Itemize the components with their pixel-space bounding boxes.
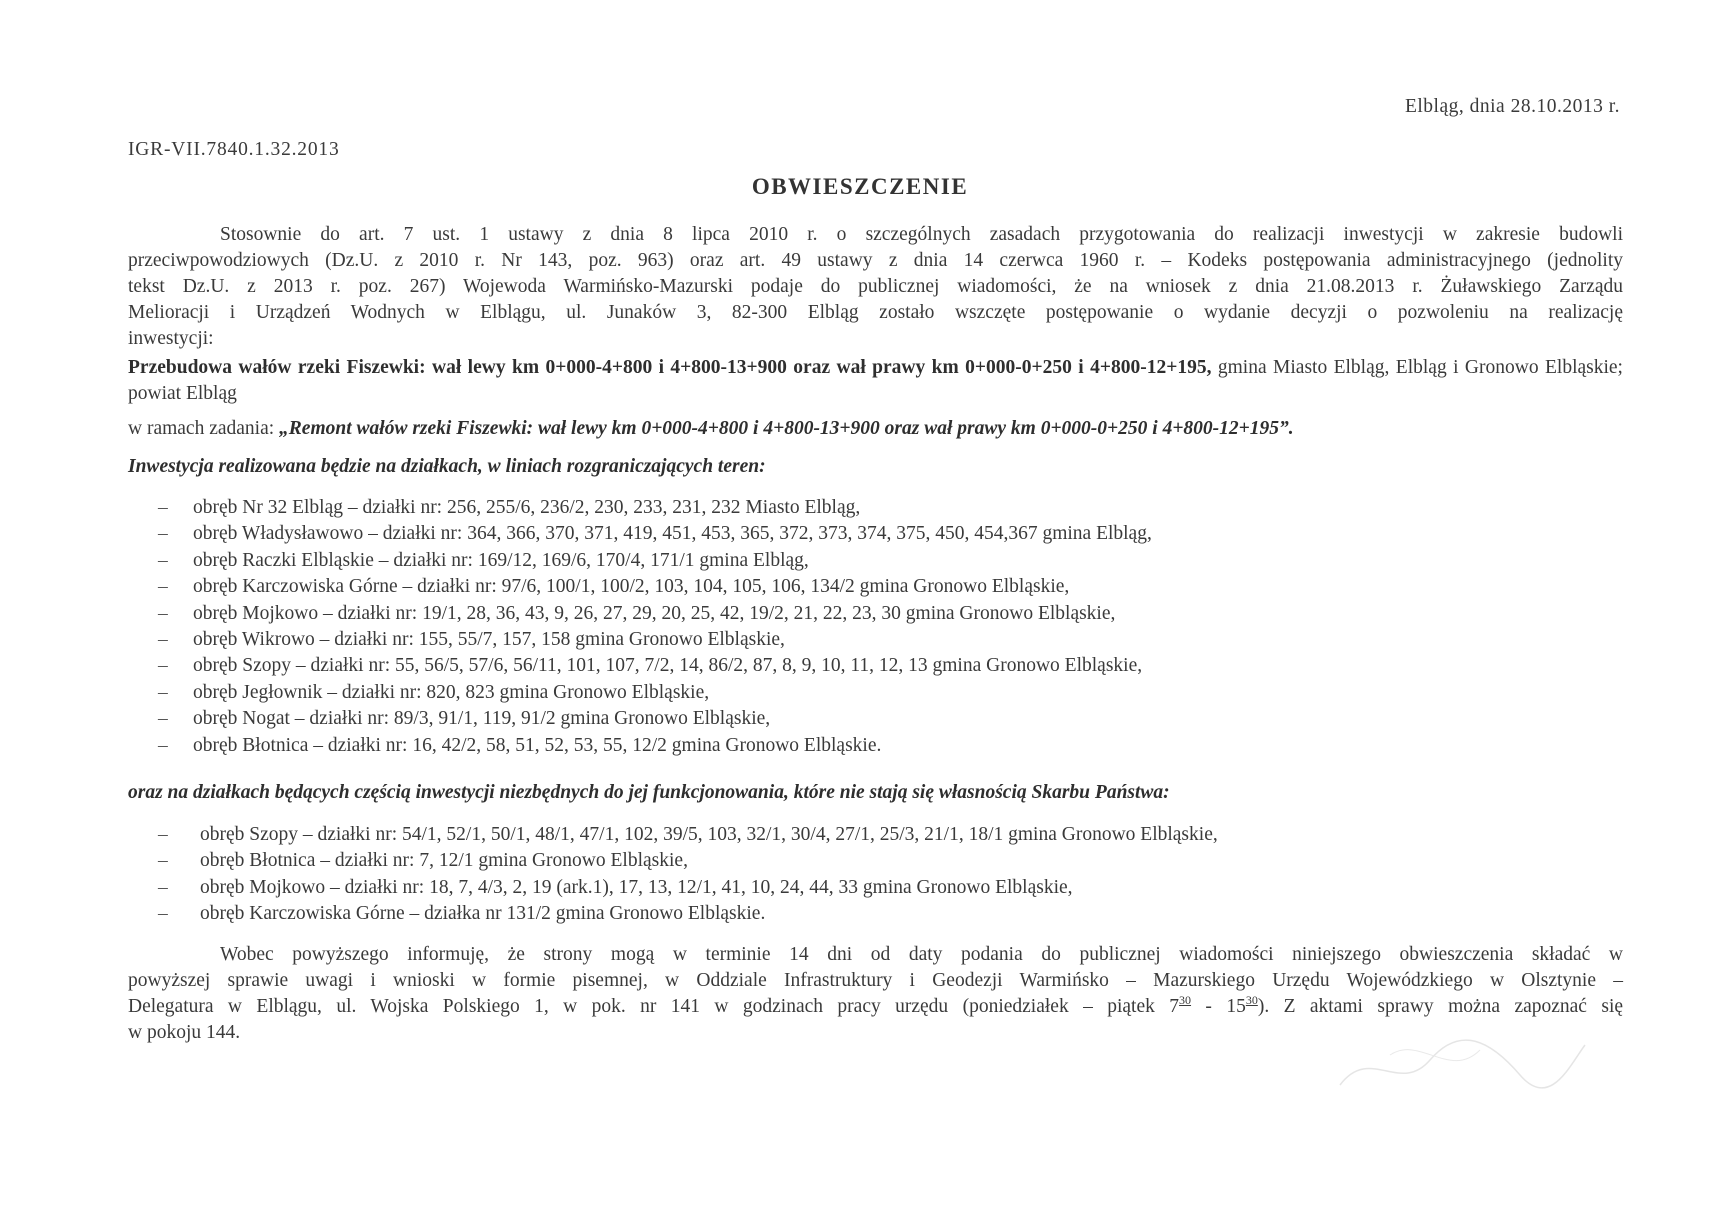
list-item: – obręb Szopy – działki nr: 54/1, 52/1, 50/1, 48/1, 47/1, 102, 39/5, 103, 32/1, 30/4, 27/1, 25/3, 21/1, 18/1 gmina Gronowo Elbląskie, bbox=[128, 822, 1623, 848]
case-number: IGR-VII.7840.1.32.2013 bbox=[128, 139, 340, 160]
list-item: – obręb Władysławowo – działki nr: 364, 366, 370, 371, 419, 451, 453, 365, 372, 373, 374, 375, 450, 454,367 gmina Elbląg, bbox=[128, 521, 1623, 547]
project-location: gmina Miasto Elbląg, Elbląg i Gronowo Elbląskie; powiat Elbląg bbox=[128, 357, 1623, 404]
task-prefix: w ramach zadania: bbox=[128, 418, 280, 439]
task-name: „Remont wałów rzeki Fiszewki: wał lewy km 0+000-4+800 i 4+800-13+900 oraz wał prawy km 0+000-0+250 i 4+800-12+195”. bbox=[279, 418, 1294, 439]
document-date: Elbląg, dnia 28.10.2013 r. bbox=[1404, 96, 1620, 117]
section1-heading: Inwestycja realizowana będzie na działkach, w liniach rozgraniczających teren: bbox=[128, 456, 766, 477]
list-item: – obręb Mojkowo – działki nr: 19/1, 28, 36, 43, 9, 26, 27, 29, 20, 25, 42, 19/2, 21, 22, 23, 30 gmina Gronowo Elbląskie, bbox=[128, 601, 1623, 627]
intro-line: przeciwpowodziowych (Dz.U. z 2010 r. Nr 143, poz. 963) oraz art. 49 ustawy z dnia 14 czerwca 1960 r. – Kodeks postępowania administracyjnego (jednolity bbox=[128, 250, 1623, 271]
list-item: – obręb Nr 32 Elbląg – działki nr: 256, 255/6, 236/2, 230, 233, 231, 232 Miasto Elbląg, bbox=[128, 495, 1623, 521]
list-item: – obręb Szopy – działki nr: 55, 56/5, 57/6, 56/11, 101, 107, 7/2, 14, 86/2, 87, 8, 9, 10, 11, 12, 13 gmina Gronowo Elbląskie, bbox=[128, 653, 1623, 679]
closing-line: powyższej sprawie uwagi i wnioski w formie pisemnej, w Oddziale Infrastruktury i Geodezji Warmińsko – Mazurskiego Urzędu Wojewódzkiego w Olsztynie – bbox=[128, 970, 1623, 991]
intro-paragraph bbox=[128, 222, 1623, 352]
list-item: – obręb Raczki Elbląskie – działki nr: 169/12, 169/6, 170/4, 171/1 gmina Elbląg, bbox=[128, 548, 1623, 574]
closing-line bbox=[128, 994, 1623, 1020]
list-item: – obręb Karczowiska Górne – działka nr 131/2 gmina Gronowo Elbląskie. bbox=[128, 901, 1623, 927]
closing-line: w pokoju 144. bbox=[128, 1022, 241, 1043]
time-superscript: 30 bbox=[1179, 993, 1192, 1007]
time-superscript: 30 bbox=[1245, 993, 1258, 1007]
intro-line: Melioracji i Urządzeń Wodnych w Elblągu, ul. Junaków 3, 82-300 Elbląg zostało wszczęte postępowanie o wydanie decyzji o pozwoleniu na realizację bbox=[128, 302, 1623, 323]
task-paragraph bbox=[128, 416, 1623, 442]
section2-heading: oraz na działkach będących częścią inwestycji niezbędnych do jej funkcjonowania, które nie stają się własnością Skarbu Państwa: bbox=[128, 782, 1170, 803]
list-item: – obręb Jegłownik – działki nr: 820, 823 gmina Gronowo Elbląskie, bbox=[128, 680, 1623, 706]
closing-line: Wobec powyższego informuję, że strony mogą w terminie 14 dni od daty podania do publicznej wiadomości niniejszego obwieszczenia składać w bbox=[220, 944, 1623, 965]
intro-line: Stosownie do art. 7 ust. 1 ustawy z dnia 8 lipca 2010 r. o szczególnych zasadach przygotowania do realizacji inwestycji w zakresie budowli bbox=[220, 224, 1623, 245]
list-item: – obręb Mojkowo – działki nr: 18, 7, 4/3, 2, 19 (ark.1), 17, 13, 12/1, 41, 10, 24, 44, 33 gmina Gronowo Elbląskie, bbox=[128, 875, 1623, 901]
list-item: – obręb Wikrowo – działki nr: 155, 55/7, 157, 158 gmina Gronowo Elbląskie, bbox=[128, 627, 1623, 653]
intro-line: inwestycji: bbox=[128, 328, 214, 349]
parcel-list-secondary bbox=[128, 822, 1623, 928]
list-item: – obręb Błotnica – działki nr: 16, 42/2, 58, 51, 52, 53, 55, 12/2 gmina Gronowo Elbląskie. bbox=[128, 733, 1623, 759]
closing-text: - 15 bbox=[1191, 996, 1246, 1017]
closing-text: ). Z aktami sprawy można zapoznać się bbox=[1257, 996, 1624, 1017]
list-item: – obręb Nogat – działki nr: 89/3, 91/1, 119, 91/2 gmina Gronowo Elbląskie, bbox=[128, 706, 1623, 732]
parcel-list-primary bbox=[128, 495, 1623, 759]
list-item: – obręb Błotnica – działki nr: 7, 12/1 gmina Gronowo Elbląskie, bbox=[128, 848, 1623, 874]
document-title: OBWIESZCZENIE bbox=[751, 174, 969, 199]
faint-signature-stamp bbox=[1330, 1025, 1590, 1105]
closing-text: Delegatura w Elblągu, ul. Wojska Polskiego 1, w pok. nr 141 w godzinach pracy urzędu (poniedziałek – piątek 7 bbox=[128, 996, 1180, 1017]
intro-line: tekst Dz.U. z 2013 r. poz. 267) Wojewoda Warmińsko-Mazurski podaje do publicznej wiadomości, że na wniosek z dnia 21.08.2013 r. Żuławskiego Zarządu bbox=[128, 276, 1623, 297]
project-name: Przebudowa wałów rzeki Fiszewki: wał lewy km 0+000-4+800 i 4+800-13+900 oraz wał prawy km 0+000-0+250 i 4+800-12+195, bbox=[128, 357, 1212, 378]
list-item: – obręb Karczowiska Górne – działki nr: 97/6, 100/1, 100/2, 103, 104, 105, 106, 134/2 gmina Gronowo Elbląskie, bbox=[128, 574, 1623, 600]
project-paragraph bbox=[128, 355, 1623, 407]
